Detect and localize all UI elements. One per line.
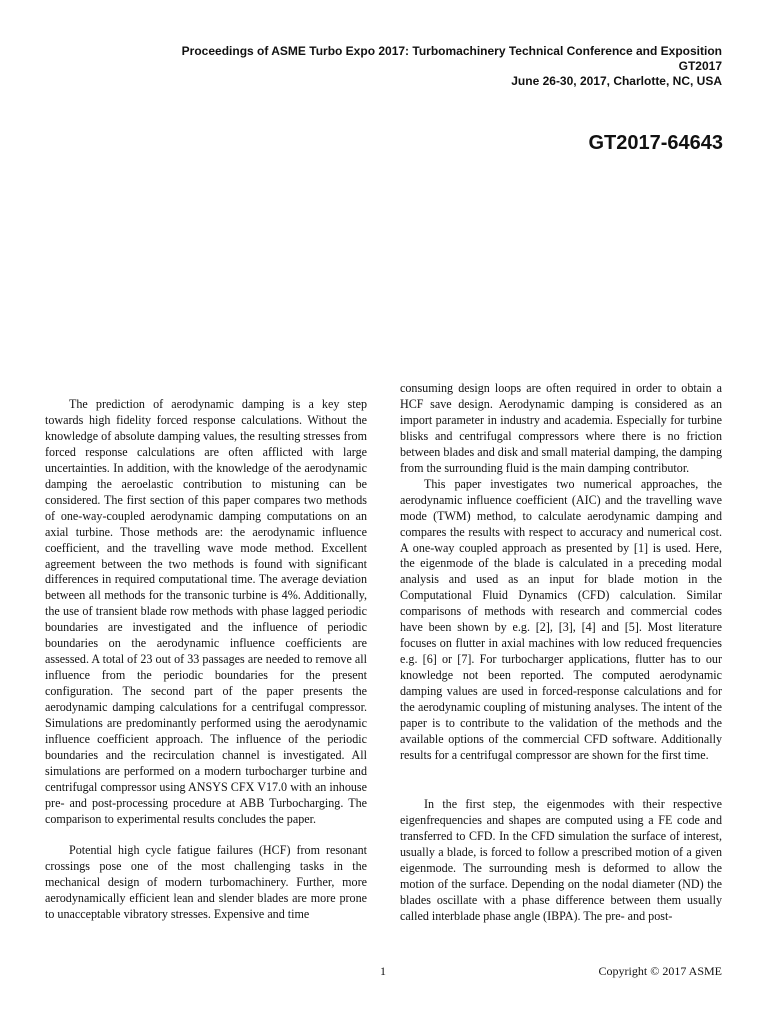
abstract-section [45, 397, 367, 828]
abstract-paragraph: The prediction of aerodynamic damping is a key step towards high fidelity forced response calculations. Without the knowledge of absolute damping values, the resulting stresses from forced response calculations are often afflicted with large uncertainties. In addition, with the knowledge of the aerodynamic damping the aeroelastic contribution to mistuning can be considered. The first section of this paper compares two methods of one-way-coupled aerodynamic damping computations on an axial turbine. Those methods are: the aerodynamic influence coefficient, and the travelling wave mode method. Excellent agreement between the two methods is found with significant differences in required computational time. The average deviation between all methods for the transonic turbine is 4%. Additionally, the use of transient blade row methods with phase lagged periodic boundaries are investigated and the influence of periodic boundaries on the aerodynamic influence coefficients are assessed. A total of 23 out of 33 passages are needed to remove all influence from the periodic boundaries for the present configuration. The second part of the paper presents the aerodynamic damping calculations for a centrifugal compressor. Simulations are predominantly performed using the aerodynamic influence coefficient approach. The influence of the periodic boundaries and the recirculation channel is investigated. All simulations are performed on a modern turbocharger turbine and centrifugal compressor using ANSYS CFX V17.0 with an inhouse pre- and post-processing procedure at ABB Turbocharging. The comparison to experimental results concludes the paper. [45, 397, 367, 826]
paper-id: GT2017-64643 [588, 132, 723, 154]
introduction-section [45, 843, 367, 923]
proceedings-title: Proceedings of ASME Turbo Expo 2017: Turbomachinery Technical Conference and Exposition [181, 44, 722, 58]
intro-paragraph-1: Potential high cycle fatigue failures (HCF) from resonant crossings pose one of the most challenging tasks in the mechanical design of modern turbomachinery. Further, more aerodynamically efficient lean and slender blades are more prone to unacceptable vibratory stresses. Expensive and time [45, 843, 367, 921]
intro-paragraph-1-continued: consuming design loops are often required in order to obtain a HCF save design. Aerodynamic damping is considered as an import parameter in industry and academia. Especially for turbine blisks and centrifugal compressors where there is no friction between blades and disk and small material damping, the damping from the surrounding fluid is the main damping contributor. [400, 381, 722, 475]
conference-code: GT2017 [678, 59, 722, 73]
page-number: 1 [380, 964, 386, 978]
introduction-continued-section [400, 381, 722, 764]
method-paragraph-1: In the first step, the eigenmodes with their respective eigenfrequencies and shapes are computed using a FE code and transferred to CFD. In the CFD simulation the surface of interest, usually a blade, is forced to follow a prescribed motion of a given eigenmode. The surrounding mesh is deformed to allow the motion of the surface. Depending on the nodal diameter (ND) the blades oscillate with a phase difference between them usually called interblade phase angle (IBPA). The pre- and post- [400, 797, 722, 923]
method-section [400, 797, 722, 925]
copyright-notice: Copyright © 2017 ASME [598, 964, 722, 978]
conference-header [82, 44, 722, 89]
intro-paragraph-2: This paper investigates two numerical approaches, the aerodynamic influence coefficient (AIC) and the travelling wave mode (TWM) method, to calculate aerodynamic damping and compares the results with respect to accuracy and numerical cost. A one-way coupled approach as presented by [1] is used. Here, the eigenmode of the blade is calculated in a preceding modal analysis and used as an input for blade motion in the Computational Fluid Dynamics (CFD) calculation. Similar comparisons of methods with research and commercial codes have been shown by e.g. [2], [3], [4] and [5]. Most literature focuses on flutter in axial machines with low reduced frequencies e.g. [6] or [7]. For turbocharger applications, flutter has to our knowledge not been reported. The computed aerodynamic damping values are used in forced-response calculations and for the aerodynamic coupling of mistuning analyses. The intent of the paper is to contribute to the validation of the methods and the available options of the commercial CFD software. Additionally results for a centrifugal compressor are shown for the first time. [400, 476, 722, 762]
conference-dates-location: June 26-30, 2017, Charlotte, NC, USA [511, 74, 722, 88]
